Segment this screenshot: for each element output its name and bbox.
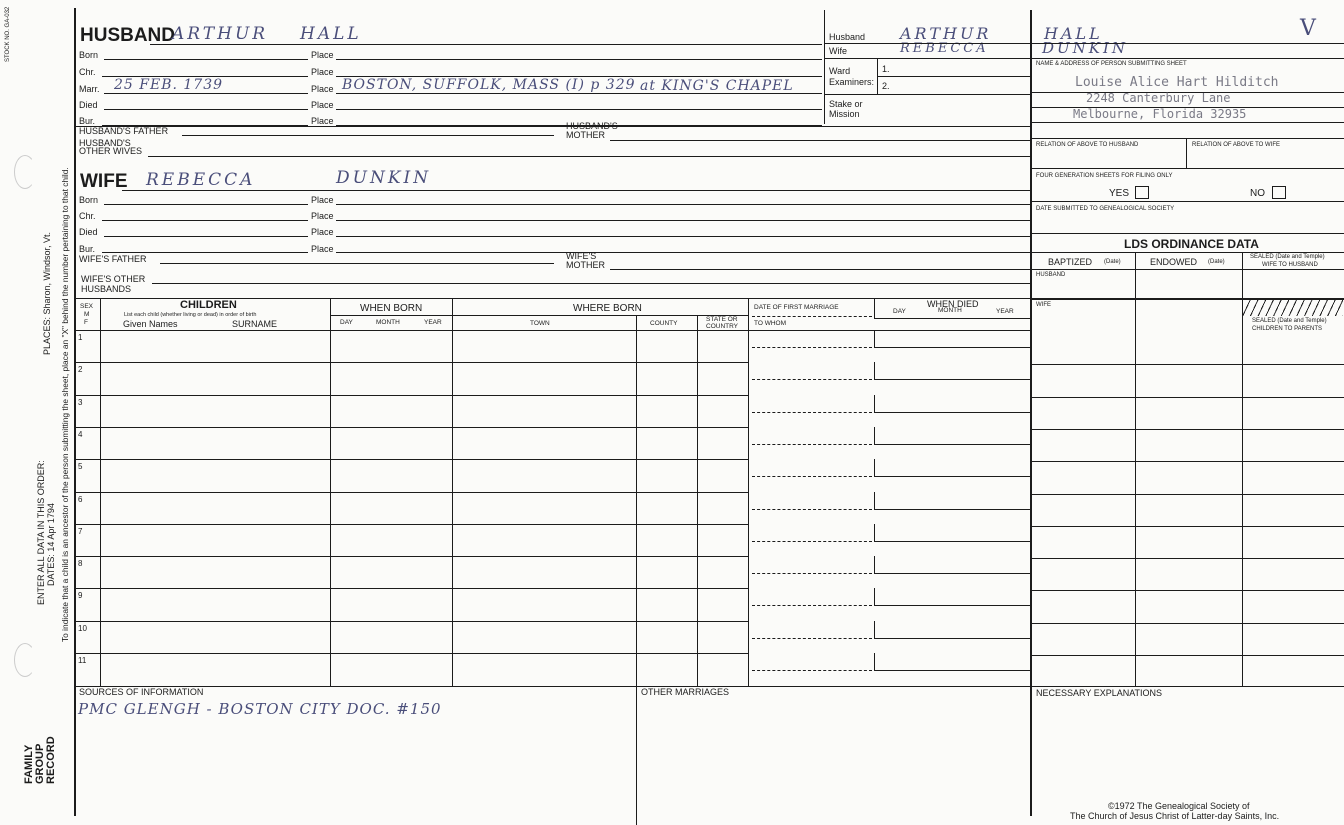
husband-box-divider bbox=[824, 10, 825, 124]
state-label-1: STATE OR bbox=[706, 316, 738, 323]
lds-baptized-date: (Date) bbox=[1104, 259, 1121, 265]
born-day-label: DAY bbox=[340, 319, 353, 326]
table-row[interactable] bbox=[100, 362, 748, 394]
examiner-1-line bbox=[877, 76, 1030, 77]
lds-row-divider bbox=[1030, 623, 1344, 624]
husband-mother-label-2: MOTHER bbox=[566, 130, 605, 140]
husband-name-line bbox=[150, 44, 822, 45]
marriage-date-dash bbox=[752, 573, 872, 574]
marriage-date-dash bbox=[752, 412, 872, 413]
died-date-line bbox=[874, 670, 1030, 671]
children-top-line bbox=[74, 298, 1344, 299]
lds-row-divider bbox=[1030, 655, 1344, 656]
child-row-number: 5 bbox=[78, 462, 83, 472]
marriage-date-dash bbox=[752, 476, 872, 477]
relation-bottom-line bbox=[1030, 168, 1344, 169]
died-date-tick bbox=[874, 524, 875, 541]
child-row-number: 1 bbox=[78, 333, 83, 342]
wife-heading: WIFE bbox=[80, 171, 128, 192]
date-submitted-bottom-line bbox=[1030, 233, 1344, 234]
group-label: GROUP bbox=[34, 743, 46, 784]
when-born-sub-line bbox=[330, 315, 748, 316]
wife-born-place-line bbox=[336, 204, 1030, 205]
right-husband-given[interactable]: ARTHUR bbox=[900, 24, 992, 43]
lds-row-divider bbox=[1030, 590, 1344, 591]
row-divider bbox=[74, 362, 748, 363]
died-date-line bbox=[874, 347, 1030, 348]
stake-label-1: Stake or bbox=[829, 99, 863, 109]
other-marriages-label: OTHER MARRIAGES bbox=[641, 687, 730, 697]
husband-born-place-line bbox=[336, 59, 822, 60]
marriage-date-dash bbox=[752, 605, 872, 606]
relation-wife-label: RELATION OF ABOVE TO WIFE bbox=[1192, 142, 1281, 148]
four-gen-label: FOUR GENERATION SHEETS FOR FILING ONLY bbox=[1036, 173, 1173, 179]
examiner-2: 2. bbox=[882, 81, 890, 91]
lds-sealed-wife-2: WIFE TO HUSBAND bbox=[1262, 262, 1318, 268]
town-label: TOWN bbox=[530, 320, 550, 327]
family-label: FAMILY bbox=[23, 744, 35, 784]
wife-mother-label-2: MOTHER bbox=[566, 260, 605, 270]
wife-chr-place-line bbox=[336, 220, 1030, 221]
lds-row-divider bbox=[1030, 397, 1344, 398]
left-border bbox=[74, 8, 76, 816]
table-row[interactable] bbox=[100, 588, 748, 620]
husband-heading: HUSBAND bbox=[80, 25, 175, 46]
right-wife-label: Wife bbox=[829, 46, 847, 56]
wife-died-line bbox=[104, 236, 308, 237]
wife-given-name[interactable]: REBECCA bbox=[146, 170, 256, 190]
where-born-label: WHERE BORN bbox=[573, 303, 642, 314]
lds-row-divider bbox=[1030, 526, 1344, 527]
died-date-tick bbox=[874, 427, 875, 444]
sex-m-label: M bbox=[84, 311, 90, 318]
husband-mother-label-1: HUSBAND'S bbox=[566, 121, 618, 131]
first-marriage-dash bbox=[752, 316, 872, 317]
lds-hatch bbox=[1243, 300, 1343, 316]
row-divider bbox=[74, 524, 748, 525]
stock-number: STOCK NO. GA-032 bbox=[5, 6, 11, 62]
surname-label: SURNAME bbox=[232, 319, 278, 329]
dates-label: DATES: 14 Apr 1794 bbox=[46, 503, 56, 586]
relation-divider bbox=[1186, 138, 1187, 168]
husband-marr-place-label: Place bbox=[311, 84, 334, 94]
row-divider bbox=[74, 621, 748, 622]
child-row-number: 6 bbox=[78, 494, 83, 504]
marriage-date-dash bbox=[752, 509, 872, 510]
died-month-label: MONTH bbox=[938, 307, 962, 314]
check-mark: V bbox=[1300, 16, 1319, 41]
lds-husband-label: HUSBAND bbox=[1036, 272, 1066, 278]
no-label: NO bbox=[1250, 188, 1265, 199]
right-wife-line bbox=[824, 58, 1344, 59]
punch-hole-bottom bbox=[14, 643, 36, 677]
punch-hole-top bbox=[14, 155, 36, 189]
when-died-sub-line bbox=[874, 318, 1030, 319]
marriage-date-dash bbox=[752, 379, 872, 380]
table-row[interactable] bbox=[100, 556, 748, 588]
lds-row-divider bbox=[1030, 494, 1344, 495]
lds-sealed-children-1: SEALED (Date and Temple) bbox=[1252, 318, 1327, 324]
wife-born-place-label: Place bbox=[311, 195, 334, 205]
lds-row-divider bbox=[1030, 558, 1344, 559]
died-date-line bbox=[874, 605, 1030, 606]
row-divider bbox=[74, 459, 748, 460]
husband-born-label: Born bbox=[79, 50, 99, 60]
marriage-date-dash bbox=[752, 638, 872, 639]
husband-born-place-label: Place bbox=[311, 50, 334, 60]
wife-bur-place-line bbox=[336, 252, 1030, 253]
to-whom-label: TO WHOM bbox=[754, 320, 787, 327]
lds-row-divider bbox=[1030, 429, 1344, 430]
submitter-name: Louise Alice Hart Hilditch bbox=[1075, 75, 1279, 90]
row-divider bbox=[74, 556, 748, 557]
sources-text[interactable]: PMC GLENGH - BOSTON CITY DOC. #150 bbox=[78, 700, 442, 718]
table-row[interactable] bbox=[100, 621, 748, 653]
lds-row-divider bbox=[1030, 461, 1344, 462]
husband-mother-line bbox=[610, 140, 1030, 141]
wife-name-line bbox=[122, 190, 1030, 191]
first-marriage-label: DATE OF FIRST MARRIAGE bbox=[754, 304, 839, 311]
submitter-label: NAME & ADDRESS OF PERSON SUBMITTING SHEET bbox=[1036, 61, 1187, 67]
sex-f-label: F bbox=[84, 319, 88, 326]
husband-died-label: Died bbox=[79, 100, 98, 110]
husband-father-top-line bbox=[76, 126, 1030, 127]
ward-bottom-line bbox=[824, 94, 1030, 95]
row-divider bbox=[74, 427, 748, 428]
husband-chr-place-label: Place bbox=[311, 67, 334, 77]
husband-father-line bbox=[182, 135, 554, 136]
table-row[interactable] bbox=[100, 395, 748, 427]
children-instruction: List each child (whether living or dead) in order of birth bbox=[124, 312, 257, 318]
table-row[interactable] bbox=[100, 330, 748, 362]
died-date-tick bbox=[874, 556, 875, 573]
child-row-number: 9 bbox=[78, 591, 83, 601]
right-wife-surname[interactable]: DUNKIN bbox=[1042, 39, 1129, 57]
died-date-tick bbox=[874, 621, 875, 638]
lds-col-divider-2 bbox=[1242, 252, 1243, 686]
wife-chr-place-label: Place bbox=[311, 211, 334, 221]
wife-bur-label: Bur. bbox=[79, 244, 96, 254]
husband-died-line bbox=[104, 109, 308, 110]
date-submitted-label: DATE SUBMITTED TO GENEALOGICAL SOCIETY bbox=[1036, 206, 1175, 212]
marriage-date-dash bbox=[752, 670, 872, 671]
wife-died-label: Died bbox=[79, 227, 98, 237]
child-row-number: 7 bbox=[78, 526, 83, 536]
examiner-1: 1. bbox=[882, 64, 890, 74]
child-row-number: 3 bbox=[78, 397, 83, 407]
submitter-street: 2248 Canterbury Lane bbox=[1086, 91, 1231, 105]
table-row[interactable] bbox=[100, 427, 748, 459]
lds-title-line bbox=[1030, 252, 1344, 253]
wife-chr-label: Chr. bbox=[79, 211, 96, 221]
places-label: PLACES: Sharon, Windsor, Vt. bbox=[42, 231, 52, 355]
table-row[interactable] bbox=[100, 653, 748, 685]
child-row-number: 2 bbox=[78, 365, 83, 375]
right-husband-line bbox=[824, 43, 1344, 44]
lds-row-divider bbox=[1030, 364, 1344, 365]
four-gen-bottom-line bbox=[1030, 201, 1344, 202]
record-label: RECORD bbox=[45, 736, 57, 784]
when-born-label: WHEN BORN bbox=[360, 303, 423, 314]
lds-title: LDS ORDINANCE DATA bbox=[1124, 237, 1259, 251]
lds-endowed-date: (Date) bbox=[1208, 259, 1225, 265]
died-date-tick bbox=[874, 362, 875, 379]
born-year-label: YEAR bbox=[424, 319, 442, 326]
when-died-label: WHEN DIED bbox=[927, 299, 979, 309]
lds-sealed-wife-1: SEALED (Date and Temple) bbox=[1250, 254, 1325, 260]
marriage-date-dash bbox=[752, 541, 872, 542]
husband-bur-place-label: Place bbox=[311, 116, 334, 126]
marriage-date-dash bbox=[752, 444, 872, 445]
died-date-line bbox=[874, 541, 1030, 542]
wife-other-husbands-label-1: WIFE'S OTHER bbox=[81, 274, 146, 284]
table-row[interactable] bbox=[100, 492, 748, 524]
lds-sealed-children-2: CHILDREN TO PARENTS bbox=[1252, 326, 1323, 332]
row-divider bbox=[74, 588, 748, 589]
sources-label: SOURCES OF INFORMATION bbox=[79, 687, 204, 697]
wife-died-place-label: Place bbox=[311, 227, 334, 237]
state-label-2: COUNTRY bbox=[706, 323, 739, 330]
wife-father-line bbox=[160, 263, 554, 264]
child-row-number: 10 bbox=[78, 623, 87, 633]
family-group-record-label bbox=[24, 736, 57, 784]
lds-col-divider-1 bbox=[1135, 252, 1136, 686]
wife-bur-place-label: Place bbox=[311, 244, 334, 254]
died-date-tick bbox=[874, 492, 875, 509]
lds-header-line bbox=[1030, 269, 1344, 270]
child-row-number: 11 bbox=[78, 656, 87, 665]
died-date-tick bbox=[874, 395, 875, 412]
wife-mother-line bbox=[610, 269, 1030, 270]
husband-born-line bbox=[104, 59, 308, 60]
table-row[interactable] bbox=[100, 459, 748, 491]
ward-label: Ward bbox=[829, 66, 851, 76]
right-panel-divider bbox=[1030, 10, 1032, 816]
relation-top-line bbox=[1030, 138, 1344, 139]
copyright-line-1: ©1972 The Genealogical Society of bbox=[1108, 801, 1250, 811]
husband-marr-label: Marr. bbox=[79, 84, 100, 94]
wife-bur-line bbox=[102, 252, 308, 253]
submitter-city: Melbourne, Florida 32935 bbox=[1073, 107, 1247, 121]
yes-checkbox[interactable] bbox=[1135, 186, 1149, 199]
stake-label-2: Mission bbox=[829, 109, 860, 119]
died-day-label: DAY bbox=[893, 308, 906, 315]
husband-died-place-label: Place bbox=[311, 100, 334, 110]
row-divider bbox=[74, 653, 748, 654]
died-date-line bbox=[874, 379, 1030, 380]
lds-baptized-label: BAPTIZED bbox=[1048, 257, 1093, 267]
row-divider bbox=[74, 492, 748, 493]
wife-born-label: Born bbox=[79, 195, 99, 205]
col-state bbox=[748, 298, 749, 686]
yes-label: YES bbox=[1109, 188, 1130, 199]
husband-bur-label: Bur. bbox=[79, 116, 96, 126]
wife-surname[interactable]: DUNKIN bbox=[336, 168, 432, 188]
husband-marriage-place[interactable]: BOSTON, SUFFOLK, MASS (I) p 329 bbox=[342, 77, 636, 93]
husband-marr-line bbox=[104, 93, 308, 94]
county-label: COUNTY bbox=[650, 320, 678, 327]
table-row[interactable] bbox=[100, 524, 748, 556]
wife-died-place-line bbox=[336, 236, 1030, 237]
died-date-line bbox=[874, 573, 1030, 574]
died-date-line bbox=[874, 638, 1030, 639]
right-wife-given[interactable]: REBECCA bbox=[900, 41, 989, 56]
examiners-label: Examiners: bbox=[829, 77, 875, 87]
husband-other-wives-line bbox=[148, 156, 1030, 157]
died-date-tick bbox=[874, 459, 875, 476]
children-title: CHILDREN bbox=[180, 299, 237, 311]
right-husband-label: Husband bbox=[829, 32, 866, 42]
died-date-line bbox=[874, 476, 1030, 477]
husband-father-label: HUSBAND'S FATHER bbox=[79, 126, 169, 136]
died-date-tick bbox=[874, 588, 875, 605]
child-row-number: 8 bbox=[78, 559, 83, 569]
col-died bbox=[874, 298, 875, 318]
child-row-number: 4 bbox=[78, 429, 83, 439]
lds-endowed-label: ENDOWED bbox=[1150, 257, 1197, 267]
right-husband-surname[interactable]: HALL bbox=[1044, 24, 1103, 43]
husband-marriage-date[interactable]: 25 FEB. 1739 bbox=[114, 77, 224, 93]
husband-given-name[interactable]: ARTHUR bbox=[172, 24, 269, 44]
no-checkbox[interactable] bbox=[1272, 186, 1286, 199]
died-date-line bbox=[874, 444, 1030, 445]
row-divider bbox=[74, 395, 748, 396]
husband-other-wives-label-2: OTHER WIVES bbox=[79, 146, 143, 156]
enter-data-label: ENTER ALL DATA IN THIS ORDER: bbox=[36, 460, 46, 605]
wife-other-husbands-label-2: HUSBANDS bbox=[81, 284, 132, 294]
wife-father-label: WIFE'S FATHER bbox=[79, 254, 147, 264]
sex-label: SEX bbox=[80, 303, 94, 310]
lds-wife-label: WIFE bbox=[1036, 302, 1051, 308]
copyright-line-2: The Church of Jesus Christ of Latter-day Saints, Inc. bbox=[1070, 811, 1280, 821]
explanations-label: NECESSARY EXPLANATIONS bbox=[1036, 688, 1163, 698]
marriage-date-dash bbox=[752, 347, 872, 348]
husband-chr-label: Chr. bbox=[79, 67, 96, 77]
submitter-line-3 bbox=[1030, 122, 1344, 123]
husband-other-wives-label-1: HUSBAND'S bbox=[79, 138, 131, 148]
husband-marriage-place-extra[interactable]: at KING'S CHAPEL bbox=[640, 78, 794, 94]
relation-husband-label: RELATION OF ABOVE TO HUSBAND bbox=[1036, 142, 1139, 148]
born-month-label: MONTH bbox=[376, 319, 400, 326]
died-date-line bbox=[874, 412, 1030, 413]
husband-surname[interactable]: HALL bbox=[300, 24, 362, 44]
died-year-label: YEAR bbox=[996, 308, 1014, 315]
wife-mother-label-1: WIFE'S bbox=[566, 251, 597, 261]
wife-born-line bbox=[104, 204, 308, 205]
given-names-label: Given Names bbox=[123, 319, 178, 329]
husband-died-place-line bbox=[336, 109, 822, 110]
died-date-line bbox=[874, 509, 1030, 510]
wife-chr-line bbox=[102, 220, 308, 221]
died-date-tick bbox=[874, 330, 875, 347]
ancestor-instruction: To indicate that a child is an ancestor of the person submitting the sheet, place an "X" behind the number pertaining to that child. bbox=[60, 167, 70, 642]
died-date-tick bbox=[874, 653, 875, 670]
wife-other-husbands-line bbox=[152, 283, 1030, 284]
